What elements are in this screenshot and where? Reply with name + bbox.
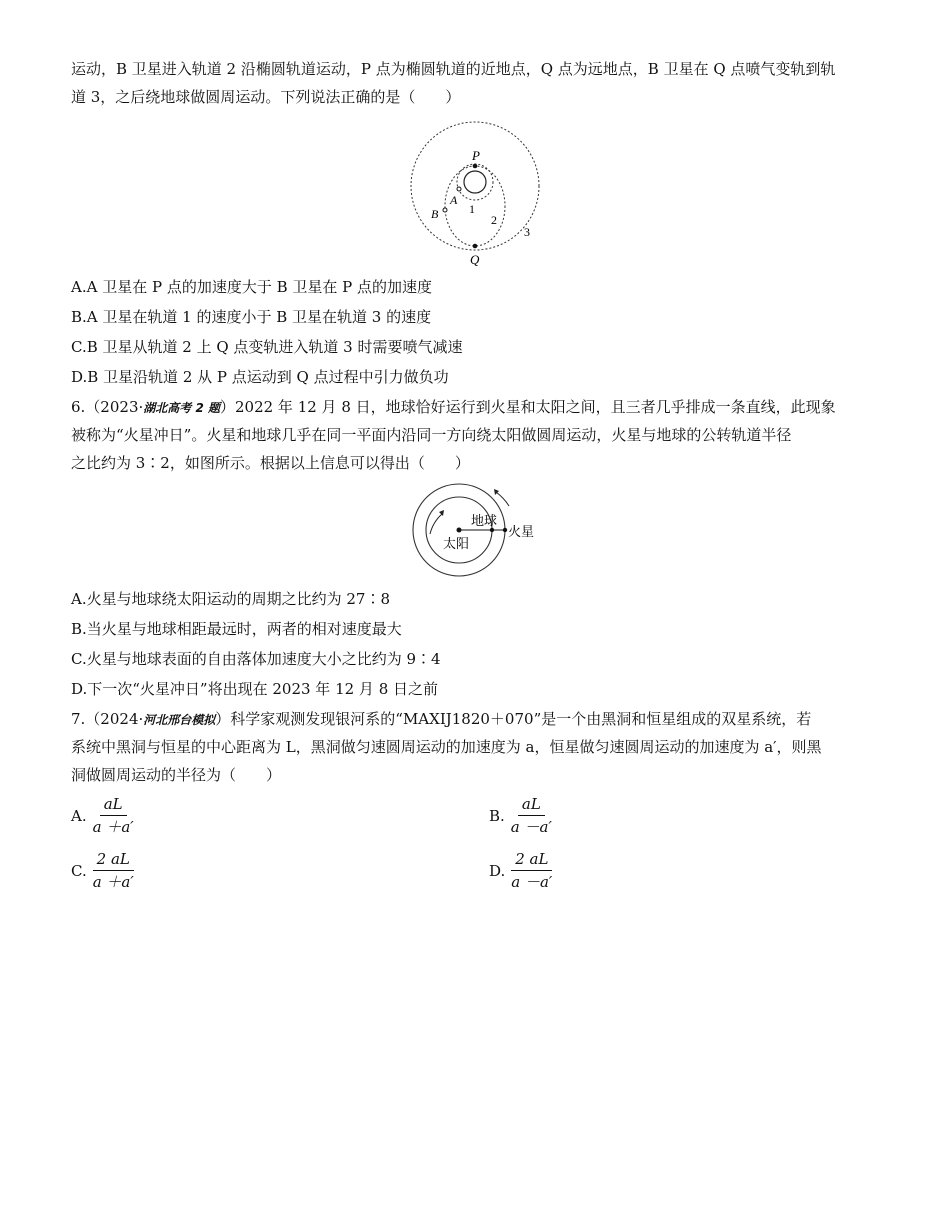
earth-dot (490, 528, 494, 532)
option-label: D. (489, 861, 506, 880)
q7-stem-line1 (71, 708, 811, 731)
numerator: aL (518, 794, 545, 816)
sun (457, 528, 462, 533)
q5-stem-line1: 运动，B 卫星进入轨道 2 沿椭圆轨道运动，P 点为椭圆轨道的近地点，Q 点为远地点，B 卫星在 Q 点喷气变轨到轨 (71, 60, 836, 78)
q7-source: 河北邢台模拟 (143, 713, 216, 727)
mars-arrow (496, 492, 509, 506)
q6-option-c: C.火星与地球表面的自由落体加速度大小之比约为 9∶4 (71, 650, 441, 668)
q7-option-a (71, 794, 138, 837)
q7-stem-rest: ）科学家观测发现银河系的“MAXIJ1820＋070”是一个由黑洞和恒星组成的双星系统，若 (215, 710, 812, 728)
sun-earth-mars-figure (408, 480, 548, 582)
q6-number: 6.（2023· (71, 398, 144, 416)
q7-option-c (71, 849, 138, 892)
q6-option-b: B.当火星与地球相距最远时，两者的相对速度最大 (71, 620, 402, 638)
numerator: 2 aL (511, 849, 552, 871)
label-q: Q (470, 252, 480, 267)
label-sun: 太阳 (443, 536, 470, 551)
denominator: a ＋a′ (92, 873, 134, 891)
q5-stem-line2: 道 3，之后绕地球做圆周运动。下列说法正确的是（ ） (71, 88, 461, 106)
label-orbit-1: 1 (469, 202, 475, 216)
numerator: aL (100, 794, 127, 816)
numerator: 2 aL (93, 849, 134, 871)
denominator: a －a′ (510, 818, 552, 836)
point-p (473, 164, 478, 169)
label-orbit-3: 3 (524, 225, 530, 239)
label-b: B (431, 207, 439, 221)
mars-dot (503, 528, 507, 532)
denominator: a －a′ (511, 873, 553, 891)
option-label: B. (489, 806, 505, 825)
q6-stem-line2: 被称为“火星冲日”。火星和地球几乎在同一平面内沿同一方向绕太阳做圆周运动，火星与地球的公转轨道半径 (71, 426, 792, 444)
earth-arrow (430, 514, 442, 534)
label-p: P (472, 148, 480, 163)
q7-stem-line3: 洞做圆周运动的半径为（ ） (71, 766, 282, 784)
fraction (507, 849, 556, 892)
q6-stem-line1 (71, 396, 836, 419)
q7-option-d (489, 849, 556, 892)
option-label: C. (71, 861, 87, 880)
satellite-a (457, 187, 461, 191)
fraction (89, 849, 138, 892)
label-orbit-2: 2 (491, 213, 497, 227)
label-a: A (450, 193, 458, 207)
q6-stem-rest: ）2022 年 12 月 8 日，地球恰好运行到火星和太阳之间，且三者几乎排成一条直线，此现象 (219, 398, 836, 416)
fraction (89, 794, 138, 837)
option-label: A. (71, 806, 87, 825)
q7-option-b (489, 794, 556, 837)
q6-option-d: D.下一次“火星冲日”将出现在 2023 年 12 月 8 日之前 (71, 680, 439, 698)
earth (464, 171, 486, 193)
q6-option-a: A.火星与地球绕太阳运动的周期之比约为 27∶8 (71, 590, 391, 608)
q7-stem-line2: 系统中黑洞与恒星的中心距离为 L，黑洞做匀速圆周运动的加速度为 a，恒星做匀速圆周运动的加速度为 a′，则黑 (71, 738, 822, 756)
q7-number: 7.（2024· (71, 710, 144, 728)
label-mars: 火星 (508, 524, 535, 539)
denominator: a ＋a′ (92, 818, 134, 836)
q5-option-a: A.A 卫星在 P 点的加速度大于 B 卫星在 P 点的加速度 (71, 278, 433, 296)
q6-stem-line3: 之比约为 3∶2，如图所示。根据以上信息可以得出（ ） (71, 454, 470, 472)
q6-source: 湖北高考 2 题 (143, 401, 220, 415)
fraction (507, 794, 556, 837)
satellite-b (443, 208, 447, 212)
q5-option-c: C.B 卫星从轨道 2 上 Q 点变轨进入轨道 3 时需要喷气减速 (71, 338, 463, 356)
point-q (473, 244, 478, 249)
label-earth: 地球 (471, 513, 498, 528)
q5-option-d: D.B 卫星沿轨道 2 从 P 点运动到 Q 点过程中引力做负功 (71, 368, 449, 386)
orbit-figure (405, 118, 550, 270)
q5-option-b: B.A 卫星在轨道 1 的速度小于 B 卫星在轨道 3 的速度 (71, 308, 432, 326)
